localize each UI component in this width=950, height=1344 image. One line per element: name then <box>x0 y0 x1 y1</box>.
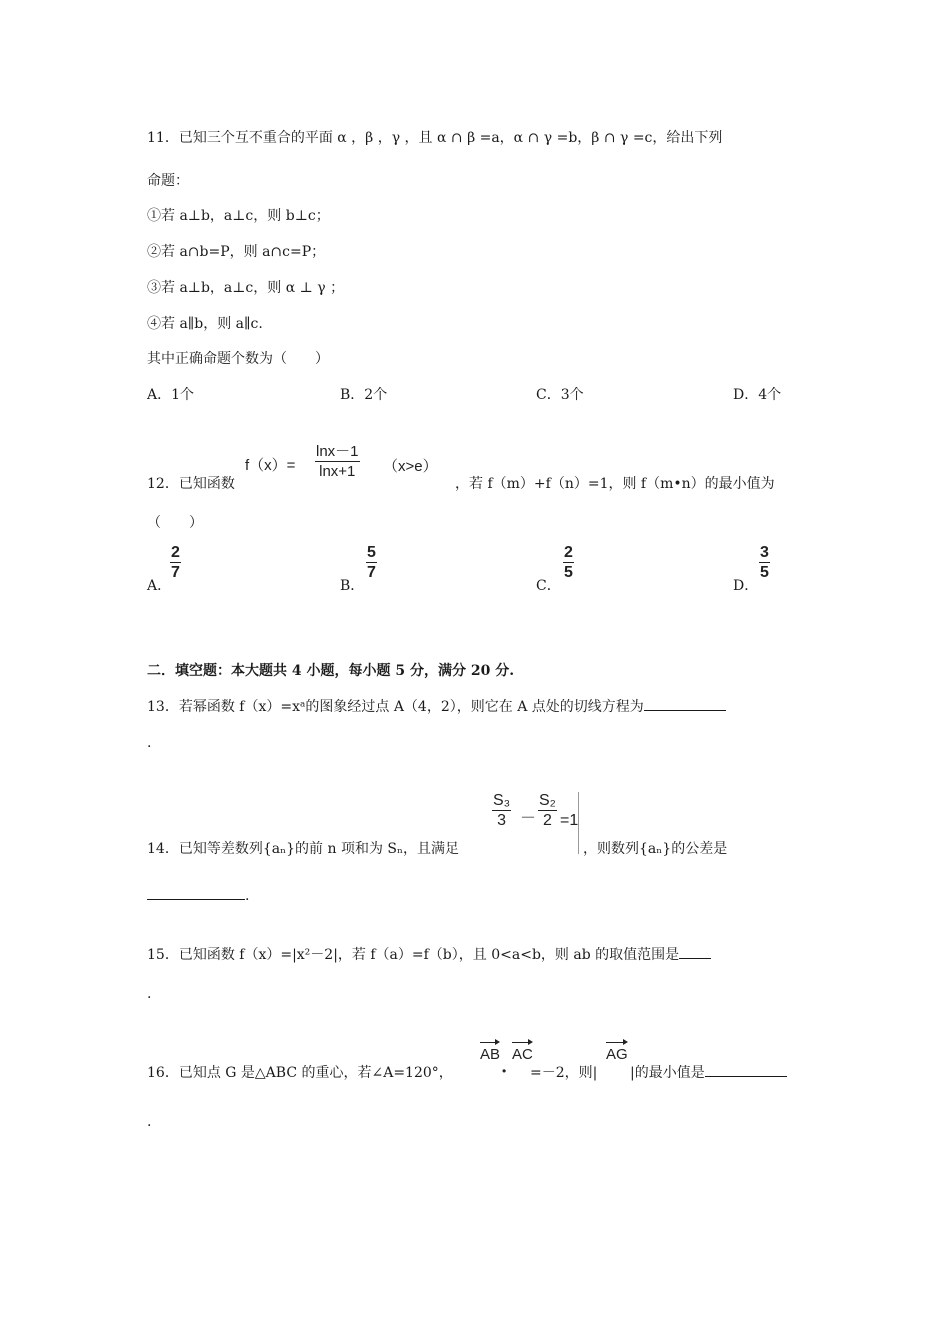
q13-text <box>147 696 726 716</box>
section-2-title: 二．填空题：本大题共 4 小题，每小题 5 分，满分 20 分. <box>147 663 515 679</box>
q14-suffix: ，则数列{aₙ}的公差是 <box>583 841 728 857</box>
q16-suffix-line <box>630 1062 787 1082</box>
q11-option-a: A．1个 <box>147 387 195 403</box>
q14-answer-blank[interactable] <box>147 885 245 900</box>
q12-option-b-fraction <box>366 544 377 583</box>
q12-formula-lhs: f（x）= <box>245 457 296 474</box>
q16-vector-ab-text: AB <box>480 1040 500 1063</box>
q14-formula-d2: 2 <box>542 812 552 829</box>
q11-line1: 11．已知三个互不重合的平面 α ，β ，γ ，且 α ∩ β =a，α ∩ γ =b，β ∩ γ =c，给出下列 <box>147 130 723 146</box>
q14-prefix: 14．已知等差数列{aₙ}的前 n 项和为 Sₙ，且满足 <box>147 841 460 857</box>
q15-answer-blank[interactable] <box>679 944 711 959</box>
q12-option-a-fraction <box>170 544 181 583</box>
q12-option-b-den: 7 <box>367 564 376 581</box>
q14-formula-minus: － <box>520 810 537 827</box>
q12-option-a-den: 7 <box>171 564 180 581</box>
q11-stem: 其中正确命题个数为（ ） <box>147 351 329 367</box>
q16-vector-ac-text: AC <box>512 1040 533 1063</box>
q16-vector-ab <box>480 1040 500 1063</box>
q12-suffix: ，若 f（m）+f（n）=1，则 f（m•n）的最小值为 <box>455 476 775 492</box>
q12-option-a-label: A． <box>147 578 172 594</box>
q14-answer-line <box>147 885 249 904</box>
q11-proposition-2: ②若 a∩b=P，则 a∩c=P； <box>147 244 326 260</box>
q12-option-c-den: 5 <box>564 564 573 581</box>
q14-tail: . <box>245 888 250 904</box>
q14-formula-n2: S₂ <box>539 792 556 809</box>
q12-option-d-num: 3 <box>760 544 769 561</box>
q12-formula-fraction <box>315 443 360 482</box>
q12-formula-denominator: lnx+1 <box>319 463 356 480</box>
q14-formula-frac2 <box>538 792 557 831</box>
q16-mid: =－2，则| <box>530 1065 598 1081</box>
q14-formula <box>490 792 580 854</box>
q16-vector-ag <box>606 1040 628 1063</box>
q14-formula-frac1 <box>492 792 511 831</box>
q11-option-c: C．3个 <box>536 387 584 403</box>
q12-option-b-label: B． <box>340 578 365 594</box>
q16-tail: . <box>147 1114 152 1130</box>
q15-tail: . <box>147 986 152 1002</box>
q15-text <box>147 944 711 964</box>
q12-option-b-num: 5 <box>367 544 376 561</box>
q13-tail: . <box>147 735 152 751</box>
q16-prefix: 16．已知点 G 是△ABC 的重心，若∠A=120°， <box>147 1065 453 1081</box>
q12-option-c-fraction <box>563 544 574 583</box>
q13-answer-blank[interactable] <box>644 696 726 711</box>
q11-proposition-4: ④若 a∥b，则 a∥c. <box>147 316 263 332</box>
q12-formula-numerator: lnx－1 <box>316 443 359 460</box>
q16-answer-blank[interactable] <box>705 1062 787 1077</box>
q14-formula-border <box>578 792 579 854</box>
q12-option-a-num: 2 <box>171 544 180 561</box>
q15-stem: 15．已知函数 f（x）=|x²－2|，若 f（a）=f（b），且 0<a<b，则 ab 的取值范围是 <box>147 947 680 963</box>
q12-prefix: 12．已知函数 <box>147 476 235 492</box>
q11-proposition-1: ①若 a⊥b，a⊥c，则 b⊥c； <box>147 208 330 224</box>
q12-formula-condition: （x>e） <box>383 458 438 475</box>
q11-option-b: B．2个 <box>340 387 388 403</box>
q16-suffix: |的最小值是 <box>630 1065 705 1081</box>
q11-option-d: D．4个 <box>733 387 782 403</box>
q14-formula-d1: 3 <box>497 812 507 829</box>
q12-paren: （ ） <box>147 515 203 531</box>
q16-vector-ac <box>512 1040 533 1063</box>
q16-dot: • <box>502 1064 507 1078</box>
q12-option-d-den: 5 <box>760 564 769 581</box>
q11-line2: 命题： <box>147 173 189 189</box>
q13-stem: 13．若幂函数 f（x）=xᵃ的图象经过点 A（4，2），则它在 A 点处的切线方程为 <box>147 699 644 715</box>
q14-formula-n1: S₃ <box>493 792 511 809</box>
q16-vector-ag-text: AG <box>606 1040 628 1063</box>
q12-formula <box>245 441 451 495</box>
q11-proposition-3: ③若 a⊥b，a⊥c，则 α ⊥ γ ； <box>147 280 345 296</box>
q12-option-d-label: D． <box>733 578 759 594</box>
q12-option-c-label: C． <box>536 578 561 594</box>
q12-option-c-num: 2 <box>564 544 573 561</box>
q12-option-d-fraction <box>759 544 770 583</box>
q14-formula-eq: =1 <box>560 812 579 829</box>
